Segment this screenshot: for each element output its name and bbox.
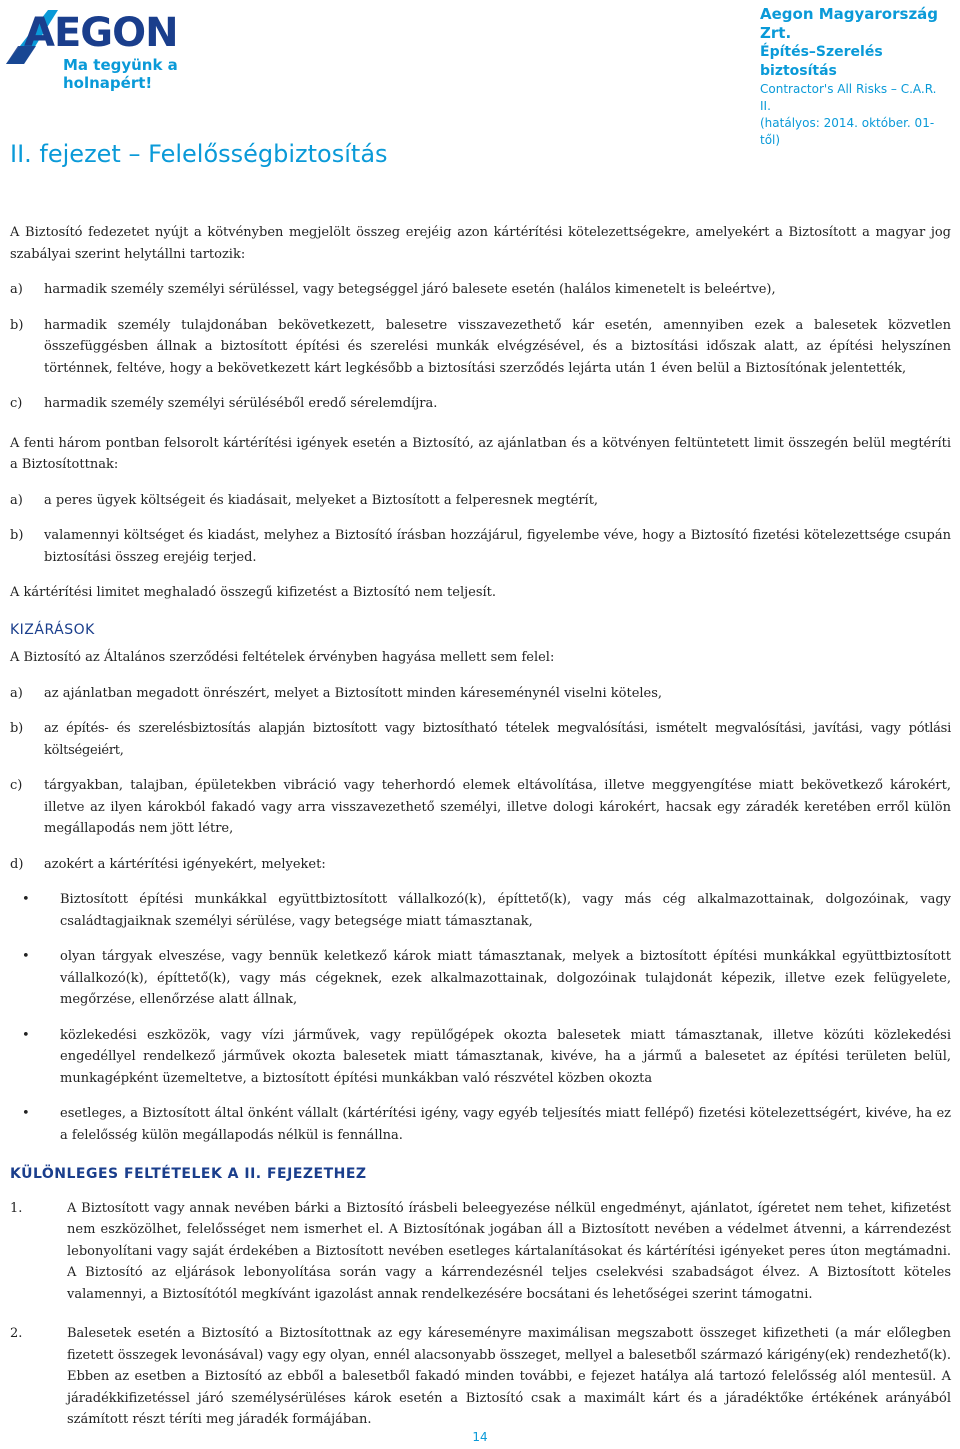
item-text: tárgyakban, talajban, épületekben vibráció vagy teherhordó elemek eltávolítása, illetve meggyengítése miatt bekövetkező károkért, illetve az ilyen károkból fakadó vagy arra visszavezethető személyi, illetve dologi károkért, hacsak egy záradék keretében erről külön megállapodás nem jött létre,	[44, 778, 951, 836]
list-item	[10, 854, 951, 876]
logo-slogan: Ma tegyünk a holnapért!	[63, 56, 178, 92]
list-item	[10, 490, 951, 512]
document-body	[10, 222, 951, 1449]
item-label: b)	[10, 721, 23, 736]
item-text: az ajánlatban megadott önrészért, melyet a Biztosított minden káreseménynél viselni köteles,	[44, 685, 663, 701]
bullet-text: Biztosított építési munkákkal együttbiztosított vállalkozó(k), építtető(k), vagy más cég alkalmazottainak, dolgozóinak, vagy családtagjaiknak személyi sérülése, vagy betegsége miatt támasztanak,	[60, 892, 951, 929]
item-label: d)	[10, 856, 24, 872]
item-number: 2.	[10, 1326, 23, 1341]
item-text: harmadik személy tulajdonában bekövetkezett, balesetre visszavezethető kár esetén, amennyiben ezek a balesetek közvetlen összefüggésben állnak a biztosított építési és szerelési munkák elvégzésével, és a biztosítási időszak alatt, az építési helyszínen történnek, feltéve, hogy a bekövetkezett kárt legkésőbb a biztosítási szerződés lejárta után 1 éven belül a Biztosítónak jelentették,	[44, 317, 951, 376]
numbered-item	[10, 1198, 951, 1306]
bullet-item	[10, 1103, 951, 1146]
item-text: a peres ügyek költségeit és kiadásait, melyeket a Biztosított a felperesnek megtérít,	[44, 492, 599, 508]
intro-paragraph: A Biztosító fedezetet nyújt a kötvényben megjelölt összeg erejéig azon kártérítési kötelezettségekre, amelyekért a Biztosított a magyar jog szabályai szerint helytállni tartozik:	[10, 225, 951, 262]
bullet-icon: •	[22, 892, 30, 907]
item-text: Balesetek esetén a Biztosító a Biztosítottnak az egy káreseményre maximálisan megszabott összeget kifizetheti (a már előlegben fizetett összegek levonásával) vagy egy olyan, ennél alacsonyabb összeget, mellyel a balesetből származó kárigény(ek) rendezhető(k). Ebben az esetben a Biztosító az ebből a balesetből fakadó minden további, e fejezet hatálya alá tartozó felelősség alól mentesül. A járadékkifizetéssel járó személysérüléses károk esetén a Biztosító csak a maximált kárt és a járadéktőke értékének arányából számított részt téríti meg járadék formájában.	[67, 1326, 951, 1427]
list-item	[10, 279, 951, 301]
item-label: c)	[10, 396, 23, 411]
validity-date: (hatályos: 2014. október. 01-től)	[760, 116, 935, 147]
list-item	[10, 718, 951, 761]
item-label: a)	[10, 282, 23, 297]
item-text: azokért a kártérítési igényekért, melyeket:	[44, 856, 326, 872]
bullet-text: esetleges, a Biztosított által önként vállalt (kártérítési igény, vagy egyéb teljesítés miatt fellépő) fizetési kötelezettségért, kivéve, ha ez a felelősség külön megállapodás nélkül is fennállna.	[60, 1106, 951, 1143]
list-item	[10, 393, 951, 415]
product-name: Építés–Szerelés biztosítás	[760, 44, 883, 79]
company-info	[760, 5, 950, 149]
bullet-item	[10, 1025, 951, 1090]
list-item	[10, 683, 951, 705]
item-text: az építés- és szerelésbiztosítás alapján biztosított vagy biztosítható tételek megvalósítási, ismételt megvalósítási, javítási, vagy pótlási költségeiért,	[44, 721, 951, 758]
bullet-icon: •	[22, 949, 30, 964]
item-number: 1.	[10, 1200, 23, 1216]
policy-name: Contractor's All Risks – C.A.R. II.	[760, 82, 937, 113]
exclusions-intro: A Biztosító az Általános szerződési feltételek érvényben hagyása mellett sem felel:	[10, 650, 555, 665]
list-item	[10, 315, 951, 380]
company-name: Aegon Magyarország Zrt.	[760, 5, 939, 42]
special-conditions-heading: KÜLÖNLEGES FELTÉTELEK A II. FEJEZETHEZ	[10, 1166, 367, 1182]
item-label: b)	[10, 528, 24, 543]
limit-note: A kártérítési limitet meghaladó összegű kifizetést a Biztosító nem teljesít.	[10, 585, 497, 600]
aegon-logo	[6, 6, 246, 92]
item-text: valamennyi költséget és kiadást, melyhez a Biztosító írásban hozzájárul, figyelembe véve, hogy a Biztosító fizetési kötelezettsége csupán biztosítási összeg erejéig terjed.	[44, 528, 951, 565]
numbered-item	[10, 1323, 951, 1431]
bullet-text: olyan tárgyak elveszése, vagy bennük keletkező károk miatt támasztanak, melyek a biztosított építési munkákkal együttbiztosított vállalkozó(k), építtető(k), vagy más cégeknek, ezek alkalmazottainak, dolgozóinak tulajdonát képezik, illetve ezek felügyelete, megőrzése, ellenőrzése alatt állnak,	[60, 949, 951, 1007]
bullet-item	[10, 946, 951, 1011]
logo-text: AEGON	[24, 10, 178, 56]
page-number: 14	[472, 1430, 488, 1444]
bullet-icon: •	[22, 1106, 30, 1121]
chapter-title: II. fejezet – Felelősségbiztosítás	[10, 140, 388, 168]
bullet-item	[10, 889, 951, 932]
exclusions-heading: KIZÁRÁSOK	[10, 621, 95, 638]
item-text: harmadik személy személyi sérüléséből eredő sérelemdíjra.	[44, 396, 438, 411]
item-text: A Biztosított vagy annak nevében bárki a Biztosító írásbeli beleegyezése nélkül engedményt, ajánlatot, ígéretet nem tehet, kifizetést nem eszközölhet, felelősséget nem ismerhet el. A Biztosítónak jogában áll a Biztosított nevében a védelmet átvenni, a kárrendezést lebonyolítani vagy saját érdekében a Biztosított nevében esetleges kártalanításokat és kártérítési igényeket peres úton megtámadni. A Biztosító az eljárások lebonyolítása során vagy a kárrendezésnél teljes cselekvési szabadságot élvez. A Biztosított köteles valamennyi, a Biztosítótól megkívánt igazolást annak rendelkezésére bocsátani és lehetőségei szerint támogatni.	[67, 1200, 951, 1302]
list-item	[10, 525, 951, 568]
item-label: b)	[10, 317, 24, 333]
item-label: a)	[10, 492, 23, 508]
list-item	[10, 775, 951, 840]
item-label: a)	[10, 685, 23, 701]
item-label: c)	[10, 778, 23, 793]
bullet-text: közlekedési eszközök, vagy vízi járművek, vagy repülőgépek okozta balesetek miatt támasztanak, illetve közúti közlekedési engedéllyel rendelkező járművek okozta balesetek miatt támasztanak, kivéve, ha a jármű a balesetet az építési területen belül, munkagépként üzemeltetve, a biztosított építési munkákban való részvétel közben okozta	[60, 1027, 951, 1086]
item-text: harmadik személy személyi sérüléssel, vagy betegséggel járó balesete esetén (halálos kimenetelt is beleértve),	[44, 282, 776, 297]
reimbursement-intro: A fenti három pontban felsorolt kártérítési igények esetén a Biztosító, az ajánlatban és a kötvényen feltüntetett limit összegén belül megtéríti a Biztosítottnak:	[10, 435, 951, 472]
page-header	[0, 0, 960, 147]
bullet-icon: •	[22, 1027, 30, 1043]
